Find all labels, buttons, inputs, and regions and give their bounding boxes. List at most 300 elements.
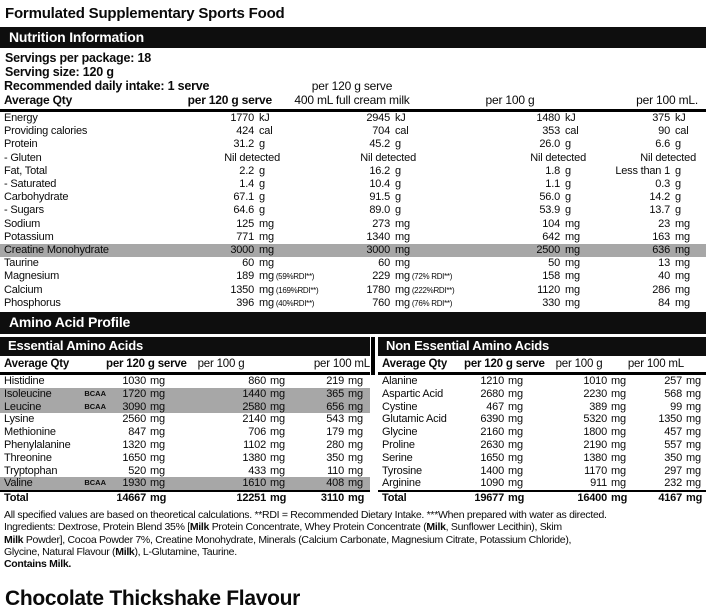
serving-info xyxy=(0,52,706,79)
unit-cell: g xyxy=(675,164,681,177)
value-cell: 1720 xyxy=(122,387,146,400)
unit-cell: kJ xyxy=(675,112,686,124)
value-cell: 273 xyxy=(372,217,390,230)
value-cell: 2230 xyxy=(583,387,607,400)
unit-cell: mg xyxy=(675,296,690,309)
ingredients-text: Protein Concentrate, Whey Protein Concentrate ( xyxy=(209,521,427,534)
unit-cell: g xyxy=(675,178,681,191)
product-type-heading: Formulated Supplementary Sports Food xyxy=(5,5,285,22)
unit-cell: cal xyxy=(675,125,689,138)
value-cell: 389 xyxy=(589,400,607,413)
value-cell: 1610 xyxy=(242,477,266,490)
value-cell: 179 xyxy=(326,426,344,439)
value-cell: 60 xyxy=(378,257,390,270)
unit-cell: mg xyxy=(565,296,580,309)
value-cell: 1780 xyxy=(366,283,390,296)
value-cell: 396 xyxy=(236,296,254,309)
unit-cell: mg xyxy=(686,375,701,388)
value-cell: 89.0 xyxy=(369,204,390,217)
value-cell: 104 xyxy=(542,217,560,230)
value-cell: 1800 xyxy=(583,426,607,439)
bcaa-tag xyxy=(70,452,106,465)
servings-per-package: Servings per package: 18 xyxy=(5,51,151,65)
non-essential-column-headers xyxy=(378,358,706,375)
value-cell: 1170 xyxy=(584,464,607,477)
unit-cell: mg xyxy=(150,400,165,413)
amino-tables xyxy=(0,337,706,505)
essential-title: Essential Amino Acids xyxy=(8,338,143,354)
amino-name: Cystine xyxy=(382,400,418,413)
column-header-per-100g: per 100 g xyxy=(485,93,535,107)
unit-cell: mg xyxy=(565,230,580,243)
value-cell: Nil detected xyxy=(360,151,416,164)
unit-cell: mg xyxy=(686,477,701,490)
unit-cell: mg xyxy=(150,439,165,452)
unit-cell: mg xyxy=(150,451,165,464)
bcaa-tag: BCAA xyxy=(84,401,106,411)
unit-cell: mg xyxy=(348,492,365,505)
non-essential-title: Non Essential Amino Acids xyxy=(386,338,550,354)
bcaa-tag xyxy=(70,492,106,505)
unit-cell: mg xyxy=(611,492,628,505)
value-cell: 330 xyxy=(542,296,560,309)
value-cell: 2560 xyxy=(122,413,146,426)
unit-cell: mg xyxy=(259,217,274,230)
unit-cell: mg xyxy=(395,257,410,270)
unit-cell: mg xyxy=(270,400,285,413)
nutrition-row xyxy=(0,191,706,204)
unit-cell: mg xyxy=(150,387,165,400)
unit-cell xyxy=(670,152,698,165)
value-cell: 1770 xyxy=(230,112,254,124)
unit-cell: mg xyxy=(611,451,626,464)
unit-cell: mg xyxy=(395,230,410,243)
unit-cell: kJ xyxy=(395,112,406,124)
value-cell: 5320 xyxy=(583,413,607,426)
value-cell: 760 xyxy=(372,296,390,309)
amino-name: Tyrosine xyxy=(382,464,422,477)
unit-cell: mg xyxy=(611,375,626,388)
value-cell: 219 xyxy=(326,375,344,388)
value-cell: 2160 xyxy=(480,426,504,439)
value-cell: 6.6 xyxy=(655,138,670,151)
value-cell: 1650 xyxy=(480,451,504,464)
essential-col-per-serve: per 120 g serve xyxy=(106,358,187,371)
unit-cell: mg xyxy=(270,375,285,388)
unit-cell xyxy=(254,152,314,165)
value-cell: 125 xyxy=(236,217,254,230)
value-cell: 60 xyxy=(242,257,254,270)
nutrient-name: Carbohydrate xyxy=(4,191,69,204)
amino-row xyxy=(0,439,370,452)
essential-col-average-qty: Average Qty xyxy=(4,358,70,371)
non-essential-col-per-serve: per 120 g serve xyxy=(464,358,545,371)
ingredients-text: Glycine, Natural Flavour ( xyxy=(4,545,116,558)
unit-cell: mg xyxy=(270,426,285,439)
amino-name: Phenylalanine xyxy=(4,439,71,452)
value-cell: 353 xyxy=(542,125,560,138)
amino-row xyxy=(0,388,370,401)
amino-row xyxy=(378,452,706,465)
total-label: Total xyxy=(382,492,407,505)
unit-cell: g xyxy=(675,138,681,151)
value-cell: 350 xyxy=(664,451,682,464)
unit-cell: mg xyxy=(508,413,523,426)
unit-cell: mg xyxy=(348,413,363,426)
amino-row xyxy=(378,413,706,426)
bcaa-tag xyxy=(70,413,106,426)
allergen-bold-text: Milk xyxy=(115,545,135,558)
unit-cell: mg xyxy=(675,244,690,257)
value-cell: 656 xyxy=(326,400,344,413)
column-header-average-qty: Average Qty xyxy=(4,93,73,107)
value-cell: 50 xyxy=(548,257,560,270)
ingredients-text: Powder], Cocoa Powder 7%, Creatine Monohydrate, Minerals (Calcium Carbonate, Magnesium Citrate, Potassium Chloride), xyxy=(23,533,572,546)
unit-cell: mg xyxy=(611,400,626,413)
non-essential-col-per-100g: per 100 g xyxy=(555,358,603,371)
bcaa-tag xyxy=(70,439,106,452)
amino-total-row xyxy=(0,490,370,505)
value-cell: 375 xyxy=(652,112,670,124)
unit-cell: mg xyxy=(686,400,701,413)
unit-cell: g xyxy=(259,191,265,204)
ingredients-line xyxy=(4,546,704,558)
value-cell: 13.7 xyxy=(649,204,670,217)
value-cell: 1380 xyxy=(583,451,607,464)
unit-cell: kJ xyxy=(565,112,576,124)
amino-row xyxy=(378,439,706,452)
value-cell: 56.0 xyxy=(539,191,560,204)
non-essential-table-head xyxy=(371,337,706,375)
value-cell: 2500 xyxy=(536,244,560,257)
nutrient-name: Phosphorus xyxy=(4,296,61,309)
unit-cell: mg xyxy=(675,217,690,230)
value-cell: 45.2 xyxy=(369,138,390,151)
unit-cell: g xyxy=(395,164,401,177)
unit-cell: mg xyxy=(270,451,285,464)
unit-cell: mg xyxy=(508,439,523,452)
amino-name: Lysine xyxy=(4,413,35,426)
theoretical-values-note: All specified values are based on theoretical calculations. **RDI = Recommended Dietary Intake. ***When prepared with water as directed. xyxy=(4,509,607,522)
unit-cell: mg xyxy=(348,451,363,464)
column-header-per-serve: per 120 g serve xyxy=(187,93,272,107)
unit-cell: cal xyxy=(395,125,409,138)
rdi-note: (40%RDI**) xyxy=(273,298,315,308)
non-essential-col-per-100ml: per 100 mL xyxy=(627,358,684,371)
value-cell: 1350 xyxy=(230,283,254,296)
amino-row xyxy=(0,401,370,414)
unit-cell: mg xyxy=(270,477,285,490)
value-cell: 350 xyxy=(326,451,344,464)
unit-cell: mg xyxy=(270,464,285,477)
unit-cell: mg xyxy=(508,400,523,413)
value-cell: Nil detected xyxy=(640,151,696,164)
amino-total-row xyxy=(378,490,706,505)
unit-cell: mg xyxy=(348,426,363,439)
value-cell: 860 xyxy=(248,375,266,388)
unit-cell: mg xyxy=(259,230,274,243)
nutrient-name: Taurine xyxy=(4,257,39,270)
value-cell: 1210 xyxy=(480,375,504,388)
unit-cell: mg xyxy=(150,426,165,439)
unit-cell: mg xyxy=(611,387,626,400)
value-cell: 64.6 xyxy=(233,204,254,217)
unit-cell: mg (40%RDI**) xyxy=(259,296,315,309)
amino-name: Tryptophan xyxy=(4,464,58,477)
nutrition-row xyxy=(0,152,706,165)
value-cell: 158 xyxy=(542,270,560,283)
non-essential-col-average-qty: Average Qty xyxy=(382,358,448,371)
value-cell: 1340 xyxy=(366,230,390,243)
nutrition-row xyxy=(0,257,706,270)
nutrition-row xyxy=(0,231,706,244)
nutrition-row xyxy=(0,178,706,191)
unit-cell: mg xyxy=(675,230,690,243)
essential-rows xyxy=(0,375,370,505)
nutrient-name: Sodium xyxy=(4,217,41,230)
nutrient-name: Magnesium xyxy=(4,270,60,283)
value-cell: 467 xyxy=(486,400,504,413)
unit-cell: mg (222%RDI**) xyxy=(395,283,455,296)
unit-cell: mg xyxy=(686,451,701,464)
amino-row xyxy=(378,375,706,388)
unit-cell: g xyxy=(565,178,571,191)
bcaa-tag xyxy=(70,465,106,478)
value-cell: 110 xyxy=(327,464,344,477)
unit-cell: mg xyxy=(686,464,701,477)
value-cell: 771 xyxy=(236,230,254,243)
nutrient-name: - Sugars xyxy=(4,204,44,217)
bcaa-tag: BCAA xyxy=(84,388,106,398)
unit-cell: mg xyxy=(611,439,626,452)
amino-acid-profile-title: Amino Acid Profile xyxy=(9,314,131,331)
unit-cell: mg xyxy=(259,244,274,257)
ingredients-text: , Sunflower Lecithin), Skim xyxy=(445,521,562,534)
unit-cell: mg xyxy=(508,492,525,505)
nutrition-row xyxy=(0,125,706,138)
value-cell: 1030 xyxy=(122,375,146,388)
amino-row xyxy=(378,426,706,439)
allergen-bold-text: Milk xyxy=(189,521,210,534)
non-essential-amino-acids-table xyxy=(378,337,706,505)
value-cell: 911 xyxy=(590,477,607,490)
value-cell: 297 xyxy=(664,464,682,477)
essential-column-headers xyxy=(0,358,370,375)
value-cell: 67.1 xyxy=(233,191,254,204)
unit-cell: mg xyxy=(348,477,363,490)
unit-cell: mg xyxy=(508,426,523,439)
unit-cell: mg xyxy=(565,244,580,257)
unit-cell: mg xyxy=(348,375,363,388)
unit-cell: cal xyxy=(259,125,273,138)
unit-cell: mg xyxy=(611,413,626,426)
value-cell: 2580 xyxy=(242,400,266,413)
unit-cell: mg xyxy=(686,439,701,452)
value-cell: 636 xyxy=(652,244,670,257)
unit-cell: mg xyxy=(508,464,523,477)
value-cell: 189 xyxy=(236,270,254,283)
nutrient-name: Calcium xyxy=(4,283,43,296)
value-cell: 257 xyxy=(664,375,682,388)
value-cell: 1480 xyxy=(536,112,560,124)
unit-cell: mg xyxy=(508,375,523,388)
essential-col-per-100ml: per 100 mL xyxy=(313,358,370,371)
value-cell: 16400 xyxy=(577,492,607,505)
bcaa-tag: BCAA xyxy=(84,478,106,488)
amino-name: Methionine xyxy=(4,426,56,439)
nutrient-name: Providing calories xyxy=(4,125,88,138)
unit-cell: g xyxy=(395,191,401,204)
value-cell: 280 xyxy=(326,439,344,452)
unit-cell: kJ xyxy=(259,112,270,124)
ingredients-line xyxy=(4,521,704,533)
flavour-name: Chocolate Thickshake Flavour xyxy=(5,586,301,610)
amino-row xyxy=(0,477,370,490)
essential-amino-acids-bar xyxy=(0,337,370,356)
value-cell: 2140 xyxy=(242,413,266,426)
value-cell: Nil detected xyxy=(224,151,280,164)
main-nutrition-table xyxy=(0,112,706,310)
amino-row xyxy=(0,452,370,465)
column-header-per-100ml: per 100 mL. xyxy=(636,93,698,107)
unit-cell: g xyxy=(675,204,681,217)
unit-cell: mg xyxy=(611,477,626,490)
unit-cell: mg xyxy=(686,492,703,505)
nutrition-row xyxy=(0,112,706,125)
rdi-note: (72% RDI**) xyxy=(409,272,453,282)
serving-size: Serving size: 120 g xyxy=(5,64,114,79)
unit-cell: mg xyxy=(270,492,287,505)
value-cell: 543 xyxy=(326,413,344,426)
unit-cell: mg xyxy=(259,257,274,270)
unit-cell: mg xyxy=(611,464,626,477)
value-cell: 433 xyxy=(248,464,266,477)
unit-cell: g xyxy=(395,178,401,191)
value-cell: 13 xyxy=(658,257,670,270)
value-cell: 1120 xyxy=(537,283,560,296)
unit-cell: g xyxy=(675,191,681,204)
amino-acid-profile-header xyxy=(0,312,706,334)
amino-row xyxy=(0,426,370,439)
value-cell: 2.2 xyxy=(239,164,254,177)
nutrition-information-header xyxy=(0,27,706,48)
unit-cell: g xyxy=(395,204,401,217)
nutrition-row xyxy=(0,270,706,283)
ingredients-line xyxy=(4,534,704,546)
nutrition-row xyxy=(0,244,706,257)
value-cell: 229 xyxy=(372,270,390,283)
value-cell: 2945 xyxy=(366,112,390,124)
unit-cell: mg xyxy=(150,477,165,490)
unit-cell: mg xyxy=(565,283,580,296)
unit-cell: g xyxy=(565,138,571,151)
value-cell: 99 xyxy=(670,400,682,413)
value-cell: 1.1 xyxy=(545,178,560,191)
amino-row xyxy=(0,465,370,478)
main-table-header xyxy=(0,79,706,112)
essential-table-head xyxy=(0,337,370,375)
value-cell: 642 xyxy=(542,230,560,243)
unit-cell: mg xyxy=(686,426,701,439)
non-essential-amino-acids-bar xyxy=(378,337,706,356)
unit-cell: mg xyxy=(150,492,167,505)
amino-name: Alanine xyxy=(382,375,418,388)
amino-name: Histidine xyxy=(4,375,45,388)
unit-cell: mg xyxy=(150,375,165,388)
unit-cell: cal xyxy=(565,125,579,138)
allergen-bold-text: Milk xyxy=(4,533,24,546)
value-cell: Nil detected xyxy=(530,151,586,164)
unit-cell: g xyxy=(565,164,571,177)
value-cell: 706 xyxy=(248,426,266,439)
unit-cell: mg (59%RDI**) xyxy=(259,270,315,283)
value-cell: 286 xyxy=(652,283,670,296)
recommended-daily-intake: Recommended daily intake: 1 serve xyxy=(4,79,210,93)
value-cell: 16.2 xyxy=(369,164,390,177)
value-cell: 1010 xyxy=(583,375,607,388)
unit-cell: mg xyxy=(395,217,410,230)
unit-cell: mg (72% RDI**) xyxy=(395,270,453,283)
column-header-milk-line1: per 120 g serve xyxy=(311,79,393,93)
amino-name: Isoleucine xyxy=(4,387,52,400)
unit-cell: mg xyxy=(348,400,363,413)
value-cell: 91.5 xyxy=(369,191,390,204)
value-cell: 1320 xyxy=(122,439,146,452)
unit-cell: mg xyxy=(611,426,626,439)
rdi-note: (222%RDI**) xyxy=(409,285,455,295)
value-cell: 568 xyxy=(664,387,682,400)
amino-name: Serine xyxy=(382,451,413,464)
ingredients-statement xyxy=(4,521,704,558)
value-cell: 84 xyxy=(658,296,670,309)
amino-name: Arginine xyxy=(382,477,421,490)
unit-cell xyxy=(560,152,608,165)
rdi-note: (169%RDI**) xyxy=(273,285,319,295)
unit-cell: mg xyxy=(270,387,285,400)
unit-cell: mg xyxy=(508,451,523,464)
value-cell: 557 xyxy=(664,439,682,452)
value-cell: 1102 xyxy=(243,439,266,452)
value-cell: 163 xyxy=(652,230,670,243)
rdi-note: (76% RDI**) xyxy=(409,298,453,308)
nutrient-name: - Saturated xyxy=(4,178,57,191)
value-cell: 2190 xyxy=(583,439,607,452)
value-cell: 1930 xyxy=(122,477,146,490)
total-label: Total xyxy=(4,492,29,505)
unit-cell: mg xyxy=(686,387,701,400)
contains-milk-statement: Contains Milk. xyxy=(4,558,71,571)
nutrition-row xyxy=(0,218,706,231)
value-cell: 26.0 xyxy=(539,138,560,151)
unit-cell: g xyxy=(259,204,265,217)
allergen-bold-text: Milk xyxy=(426,521,446,534)
unit-cell: mg xyxy=(150,464,165,477)
unit-cell: mg xyxy=(395,244,410,257)
unit-cell: g xyxy=(565,204,571,217)
value-cell: 10.4 xyxy=(369,178,390,191)
amino-row xyxy=(378,477,706,490)
amino-name: Glutamic Acid xyxy=(382,413,447,426)
nutrition-row xyxy=(0,204,706,217)
value-cell: 424 xyxy=(236,125,254,138)
value-cell: 1650 xyxy=(122,451,146,464)
amino-row xyxy=(0,413,370,426)
value-cell: 90 xyxy=(658,125,670,138)
value-cell: 4167 xyxy=(658,492,682,505)
value-cell: 0.3 xyxy=(655,178,670,191)
unit-cell: g xyxy=(259,164,265,177)
unit-cell: mg xyxy=(348,464,363,477)
